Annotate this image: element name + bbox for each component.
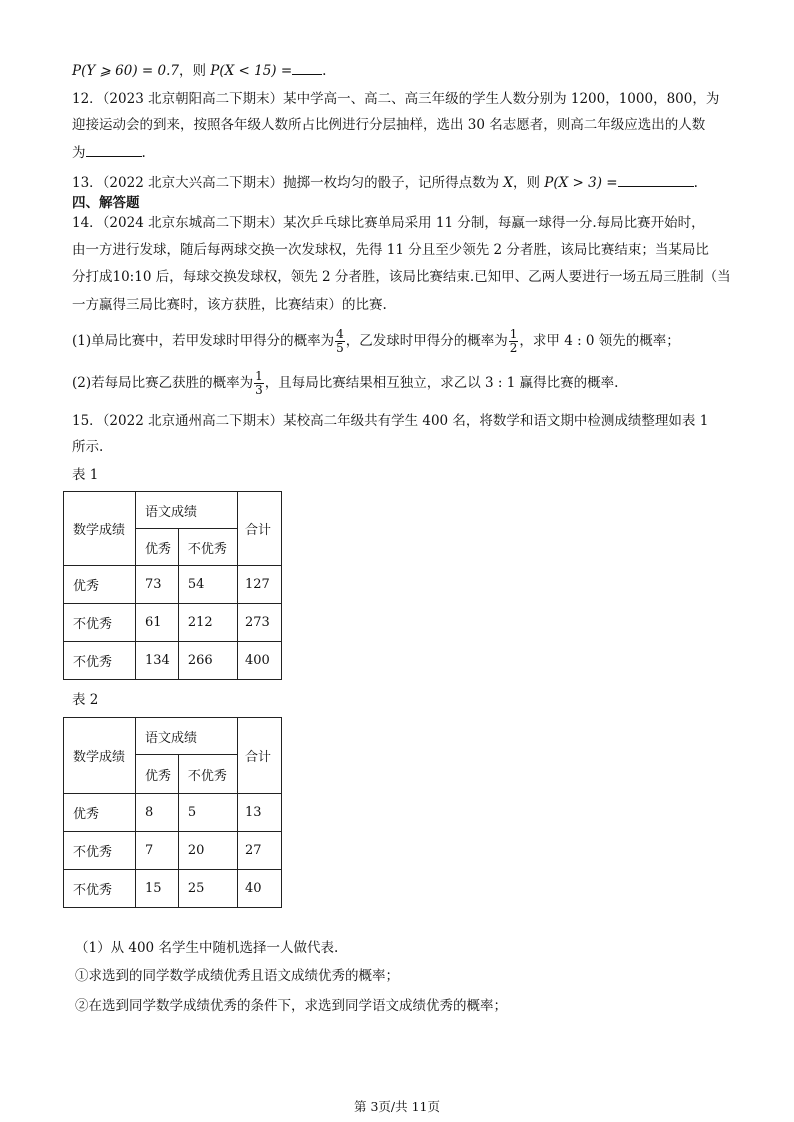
page-footer: 第 3页/共 11页	[353, 1099, 441, 1114]
q13-expression: P(X > 3) =	[544, 175, 618, 191]
cell: 212	[178, 604, 237, 642]
q13-line	[72, 172, 698, 193]
fraction-numerator: 4	[336, 327, 344, 341]
q14-line-4: 一方赢得三局比赛时，该方获胜，比赛结束）的比赛.	[72, 297, 387, 313]
q12-line-2: 迎接运动会的到来，按照各年级人数所占比例进行分层抽样，选出 30 名志愿者，则高二年级应选出的人数	[72, 117, 706, 133]
fraction-denominator: 2	[509, 341, 518, 355]
table-row	[64, 794, 282, 832]
table-row	[64, 566, 282, 604]
q12-line-3	[72, 142, 146, 163]
cell: 5	[178, 794, 237, 832]
q11-answer-blank[interactable]	[292, 60, 322, 75]
q11-mid: ，则	[178, 63, 206, 79]
section-heading: 四、解答题	[72, 195, 140, 211]
q12-wei: 为	[72, 145, 86, 161]
cell: 20	[178, 832, 237, 870]
table-1-caption: 表 1	[72, 467, 99, 483]
row-label: 不优秀	[64, 604, 136, 642]
header-chinese: 语文成绩	[136, 492, 238, 529]
header-total: 合计	[238, 492, 282, 566]
q14-p1-text-b: ，乙发球时甲得分的概率为	[345, 333, 508, 349]
fraction-numerator: 1	[255, 369, 263, 383]
cell: 134	[136, 642, 179, 680]
q14-line-1: 14．（2024 北京东城高二下期末）某次乒乓球比赛单局采用 11 分制，每赢一球得一分.每局比赛开始时，	[72, 215, 705, 231]
q13-end: .	[693, 175, 698, 191]
cell: 25	[178, 870, 237, 908]
fraction-1-2	[509, 328, 519, 355]
q11-end: .	[322, 63, 327, 79]
q15-line-2: 所示.	[72, 439, 104, 455]
score-table-1	[63, 491, 282, 680]
q11-tail	[72, 60, 326, 81]
q15-sub-1-ii: ②在选到同学数学成绩优秀的条件下，求选到同学语文成绩优秀的概率；	[75, 998, 507, 1014]
header-not-excellent: 不优秀	[178, 529, 237, 566]
fraction-denominator: 3	[255, 383, 263, 397]
row-label: 不优秀	[64, 870, 136, 908]
q14-part-1	[72, 328, 680, 355]
fraction-4-5	[335, 328, 345, 355]
cell: 54	[178, 566, 237, 604]
header-math: 数学成绩	[64, 492, 136, 566]
q14-p1-text-a: (1)单局比赛中，若甲发球时甲得分的概率为	[72, 333, 335, 349]
cell: 7	[136, 832, 179, 870]
header-excellent: 优秀	[136, 529, 179, 566]
q14-p2-text-a: (2)若每局比赛乙获胜的概率为	[72, 375, 254, 391]
q15-sub-1-i: ①求选到的同学数学成绩优秀且语文成绩优秀的概率；	[75, 968, 399, 984]
row-label: 优秀	[64, 794, 136, 832]
header-not-excellent: 不优秀	[178, 755, 237, 794]
q14-line-3: 分打成10:10 后，每球交换发球权，领先 2 分者胜，该局比赛结束.已知甲、乙两人要进行一场五局三胜制（当	[72, 269, 731, 285]
header-total: 合计	[238, 718, 282, 794]
header-chinese: 语文成绩	[136, 718, 238, 755]
fraction-numerator: 1	[509, 327, 518, 341]
q11-condition: P(Y ⩾ 60) = 0.7	[72, 63, 179, 79]
cell-total: 13	[238, 794, 282, 832]
cell: 266	[178, 642, 237, 680]
cell-total: 40	[238, 870, 282, 908]
cell-total: 27	[238, 832, 282, 870]
q11-question: P(X < 15) =	[210, 63, 293, 79]
q14-p1-text-c: ，求甲 4 : 0 领先的概率；	[519, 333, 680, 349]
q13-mid: ，则	[513, 175, 540, 191]
cell-total: 127	[238, 566, 282, 604]
table-row	[64, 870, 282, 908]
q15-sub-1: （1）从 400 名学生中随机选择一人做代表.	[75, 940, 339, 956]
row-label: 不优秀	[64, 642, 136, 680]
cell-total: 273	[238, 604, 282, 642]
q13-text: 13．（2022 北京大兴高二下期末）抛掷一枚均匀的骰子，记所得点数为	[72, 175, 500, 191]
q14-line-2: 由一方进行发球，随后每两球交换一次发球权，先得 11 分且至少领先 2 分者胜，该局比赛结束；当某局比	[72, 242, 709, 258]
q15-line-1: 15．（2022 北京通州高二下期末）某校高二年级共有学生 400 名，将数学和语文期中检测成绩整理如表 1	[72, 413, 709, 429]
q13-variable: X	[503, 175, 513, 191]
q12-end: .	[141, 145, 146, 161]
q14-part-2	[72, 370, 618, 397]
q12-line-1: 12．（2023 北京朝阳高二下期末）某中学高一、高二、高三年级的学生人数分别为 1200，1000，800，为	[72, 91, 720, 107]
row-label: 优秀	[64, 566, 136, 604]
fraction-1-3	[254, 370, 264, 397]
row-label: 不优秀	[64, 832, 136, 870]
q14-p2-text-b: ，且每局比赛结果相互独立，求乙以 3 : 1 赢得比赛的概率.	[264, 375, 619, 391]
cell: 8	[136, 794, 179, 832]
q13-answer-blank[interactable]	[618, 172, 694, 187]
table-row	[64, 642, 282, 680]
table-row	[64, 832, 282, 870]
score-table-2	[63, 717, 282, 908]
table-row	[64, 604, 282, 642]
cell-total: 400	[238, 642, 282, 680]
header-math: 数学成绩	[64, 718, 136, 794]
header-excellent: 优秀	[136, 755, 179, 794]
fraction-denominator: 5	[336, 341, 344, 355]
cell: 61	[136, 604, 179, 642]
table-2-caption: 表 2	[72, 692, 99, 708]
cell: 73	[136, 566, 179, 604]
q12-answer-blank[interactable]	[86, 142, 142, 157]
cell: 15	[136, 870, 179, 908]
